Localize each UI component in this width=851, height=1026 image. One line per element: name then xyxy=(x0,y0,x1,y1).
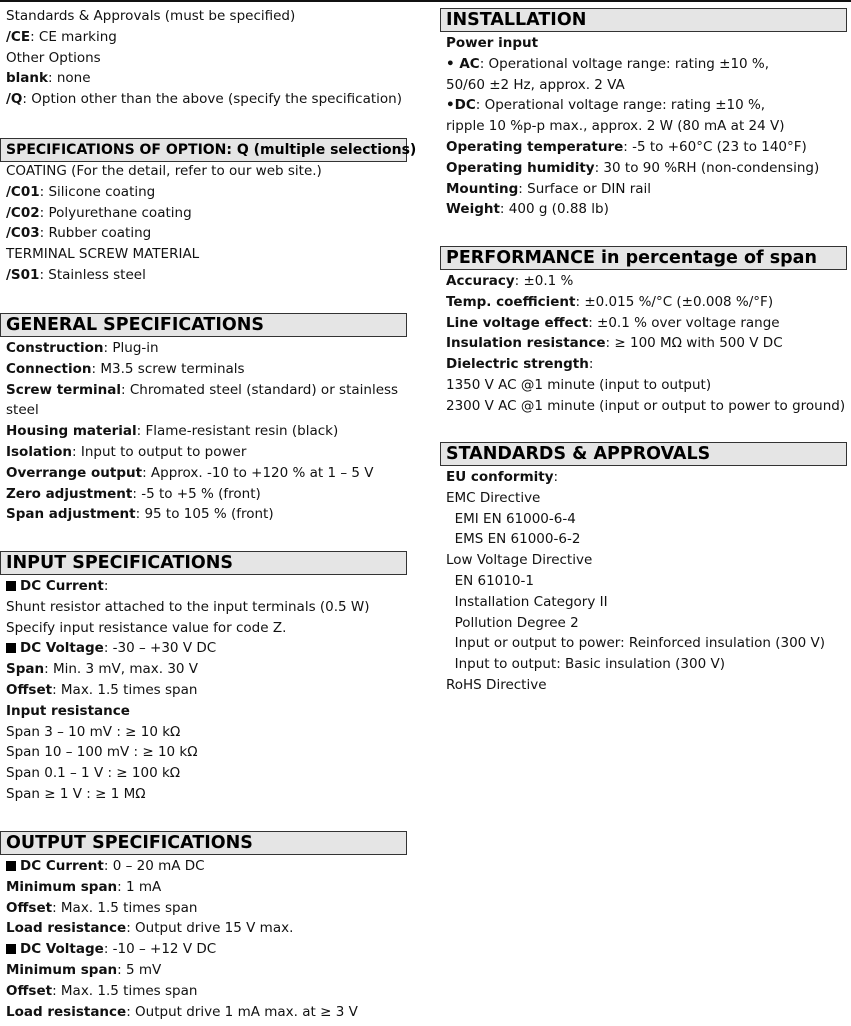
spec-value: : Approx. -10 to +120 % at 1 – 5 V xyxy=(142,464,374,481)
standards-line xyxy=(446,467,558,487)
spec-label: DC Current xyxy=(20,858,104,874)
installation-line xyxy=(446,33,538,53)
spec-label: Accuracy xyxy=(446,273,515,289)
spec-value: : -10 – +12 V DC xyxy=(103,941,217,958)
spec-value: : CE marking xyxy=(30,28,117,45)
spec-value: : -5 to +5 % (front) xyxy=(132,485,261,502)
output-line xyxy=(6,898,197,918)
section-header-option-q: SPECIFICATIONS OF OPTION: Q (multiple selections) xyxy=(0,138,407,162)
installation-line xyxy=(446,137,807,157)
standards-line xyxy=(446,488,540,508)
input-line xyxy=(6,722,180,742)
spec-value: : Output drive 1 mA max. at ≥ 3 V xyxy=(126,1003,358,1020)
general-line xyxy=(6,484,261,504)
options-line xyxy=(6,27,117,47)
spec-value: Span 3 – 10 mV : ≥ 10 kΩ xyxy=(6,723,181,740)
standards-line xyxy=(446,571,534,591)
option-q-line xyxy=(6,161,322,181)
spec-value: Span ≥ 1 V : ≥ 1 MΩ xyxy=(6,786,146,802)
spec-label: DC Voltage xyxy=(20,941,104,958)
top-rule xyxy=(0,0,851,2)
spec-value: : Silicone coating xyxy=(39,183,156,200)
spec-label: Screw terminal xyxy=(6,381,122,398)
spec-value: : Operational voltage range: rating ±10 %, xyxy=(479,55,770,72)
spec-value: EMS EN 61000-6-2 xyxy=(446,531,581,548)
spec-label: /S01 xyxy=(6,267,40,283)
input-line xyxy=(6,618,286,638)
square-bullet-icon xyxy=(6,643,16,653)
spec-label: Offset xyxy=(6,899,53,916)
spec-value: steel xyxy=(6,402,39,419)
spec-label: DC Current xyxy=(20,578,104,594)
section-header-performance: PERFORMANCE in percentage of span xyxy=(440,246,847,270)
spec-label: Minimum span xyxy=(6,878,118,895)
spec-value: : -5 to +60°C (23 to 140°F) xyxy=(623,139,807,155)
options-line xyxy=(6,89,402,109)
options-line xyxy=(6,6,295,26)
spec-label: Load resistance xyxy=(6,920,127,937)
spec-value: : Rubber coating xyxy=(39,225,152,242)
spec-value: : Max. 1.5 times span xyxy=(52,982,198,999)
installation-line xyxy=(446,95,765,115)
performance-line xyxy=(446,292,773,312)
option-q-line xyxy=(6,182,155,202)
spec-value: : Min. 3 mV, max. 30 V xyxy=(44,661,199,678)
option-q-line xyxy=(6,244,199,264)
spec-value: : Polyurethane coating xyxy=(39,204,192,221)
spec-label: Load resistance xyxy=(6,1003,127,1020)
spec-value: 2300 V AC @1 minute (input or output to power to ground) xyxy=(446,397,846,414)
performance-line xyxy=(446,313,780,333)
installation-line xyxy=(446,75,625,95)
output-line xyxy=(6,960,161,980)
spec-value: : 30 to 90 %RH (non-condensing) xyxy=(594,159,820,176)
spec-label: Mounting xyxy=(446,180,519,197)
standards-line xyxy=(446,654,725,674)
spec-value: : xyxy=(103,578,109,594)
output-line xyxy=(6,918,293,938)
spec-label: Minimum span xyxy=(6,962,118,978)
spec-label: Construction xyxy=(6,340,104,356)
performance-line xyxy=(446,396,845,416)
section-header-installation: INSTALLATION xyxy=(440,8,847,32)
output-line xyxy=(6,939,216,959)
spec-value: : xyxy=(553,469,559,485)
spec-value: 50/60 ±2 Hz, approx. 2 VA xyxy=(446,76,625,93)
spec-value: : Stainless steel xyxy=(39,267,146,283)
spec-label: Zero adjustment xyxy=(6,485,133,502)
spec-value: : Input to output to power xyxy=(72,444,247,460)
spec-value: Installation Category II xyxy=(446,593,608,610)
spec-value: TERMINAL SCREW MATERIAL xyxy=(6,246,200,263)
spec-label: DC Voltage xyxy=(20,640,104,657)
spec-value: Other Options xyxy=(6,49,101,66)
spec-value: : -30 – +30 V DC xyxy=(103,640,217,657)
input-line xyxy=(6,784,146,804)
spec-value: RoHS Directive xyxy=(446,677,547,693)
spec-label: Isolation xyxy=(6,444,73,460)
spec-label: /C01 xyxy=(6,183,40,200)
output-line xyxy=(6,981,197,1001)
spec-label: Line voltage effect xyxy=(446,314,589,331)
performance-line xyxy=(446,333,783,353)
spec-label: Insulation resistance xyxy=(446,335,606,352)
spec-value: : 5 mV xyxy=(117,962,162,978)
spec-label: /C02 xyxy=(6,204,40,221)
performance-line xyxy=(446,375,711,395)
spec-label: Span adjustment xyxy=(6,506,136,523)
input-line xyxy=(6,680,197,700)
option-q-line xyxy=(6,223,151,243)
section-header-standards: STANDARDS & APPROVALS xyxy=(440,442,847,466)
spec-value: EN 61010-1 xyxy=(446,573,534,589)
spec-value: Input or output to power: Reinforced insulation (300 V) xyxy=(446,635,826,652)
spec-value: : 0 – 20 mA DC xyxy=(103,858,205,874)
standards-line xyxy=(446,613,579,633)
spec-label: Operating temperature xyxy=(446,139,624,155)
spec-label: EU conformity xyxy=(446,469,554,485)
input-line xyxy=(6,638,216,658)
options-line xyxy=(6,48,101,68)
spec-label: Dielectric strength xyxy=(446,356,589,373)
general-line xyxy=(6,442,246,462)
input-line xyxy=(6,763,180,783)
general-line xyxy=(6,463,374,483)
input-line xyxy=(6,597,370,617)
spec-value: : Flame-resistant resin (black) xyxy=(136,423,339,440)
spec-label: • AC xyxy=(446,55,480,72)
spec-value: : 400 g (0.88 lb) xyxy=(499,201,609,218)
spec-label: Weight xyxy=(446,201,500,218)
spec-value: Shunt resistor attached to the input terminals (0.5 W) xyxy=(6,598,370,615)
spec-value: : Max. 1.5 times span xyxy=(52,899,198,916)
spec-label: blank xyxy=(6,70,48,87)
performance-line xyxy=(446,271,573,291)
input-line xyxy=(6,659,198,679)
standards-line xyxy=(446,675,547,695)
performance-line xyxy=(446,354,593,374)
installation-line xyxy=(446,54,769,74)
spec-value: Low Voltage Directive xyxy=(446,552,593,569)
section-header-output: OUTPUT SPECIFICATIONS xyxy=(0,831,407,855)
installation-line xyxy=(446,158,819,178)
section-header-general: GENERAL SPECIFICATIONS xyxy=(0,313,407,337)
standards-line xyxy=(446,633,825,653)
output-line xyxy=(6,856,205,876)
output-line xyxy=(6,877,161,897)
standards-line xyxy=(446,550,592,570)
spec-value: : Plug-in xyxy=(103,340,159,356)
standards-line xyxy=(446,509,576,529)
option-q-line xyxy=(6,203,192,223)
installation-line xyxy=(446,199,609,219)
general-line xyxy=(6,504,274,524)
general-line xyxy=(6,338,159,358)
spec-value: : Max. 1.5 times span xyxy=(52,682,198,698)
spec-label: /Q xyxy=(6,91,23,108)
general-line xyxy=(6,359,245,379)
spec-value: Pollution Degree 2 xyxy=(446,614,579,631)
option-q-line xyxy=(6,265,146,285)
input-line xyxy=(6,742,198,762)
spec-label: Temp. coefficient xyxy=(446,293,576,310)
spec-value: : Chromated steel (standard) or stainless xyxy=(121,381,399,398)
general-line xyxy=(6,400,39,420)
standards-line xyxy=(446,529,580,549)
square-bullet-icon xyxy=(6,581,16,591)
installation-line xyxy=(446,179,651,199)
section-header-input: INPUT SPECIFICATIONS xyxy=(0,551,407,575)
spec-value: : Surface or DIN rail xyxy=(518,180,652,197)
spec-value: Input to output: Basic insulation (300 V) xyxy=(446,656,725,673)
options-line xyxy=(6,68,91,88)
spec-label: /CE xyxy=(6,28,31,45)
spec-value: : Operational voltage range: rating ±10 %, xyxy=(475,97,766,114)
spec-value: : xyxy=(588,356,594,373)
general-line xyxy=(6,380,398,400)
spec-value: : ±0.1 % xyxy=(514,273,574,289)
spec-label: Span xyxy=(6,661,45,678)
input-line xyxy=(6,576,108,596)
spec-value: Standards & Approvals (must be specified) xyxy=(6,8,296,24)
installation-line xyxy=(446,116,785,136)
square-bullet-icon xyxy=(6,861,16,871)
spec-value: Span 10 – 100 mV : ≥ 10 kΩ xyxy=(6,744,198,761)
spec-value: : 1 mA xyxy=(117,878,162,895)
spec-value: 1350 V AC @1 minute (input to output) xyxy=(446,377,712,393)
spec-label: Housing material xyxy=(6,423,137,440)
square-bullet-icon xyxy=(6,944,16,954)
spec-value: : Option other than the above (specify the specification) xyxy=(22,91,402,108)
spec-value: COATING (For the detail, refer to our web site.) xyxy=(6,163,322,179)
spec-value: ripple 10 %p-p max., approx. 2 W (80 mA at 24 V) xyxy=(446,118,785,135)
spec-value: : 95 to 105 % (front) xyxy=(135,506,274,523)
spec-label: Overrange output xyxy=(6,464,143,481)
spec-label: Connection xyxy=(6,360,92,377)
spec-value: Specify input resistance value for code Z. xyxy=(6,619,287,636)
spec-value: : M3.5 screw terminals xyxy=(91,360,245,377)
standards-line xyxy=(446,592,608,612)
spec-value: : ±0.1 % over voltage range xyxy=(588,314,780,331)
output-line xyxy=(6,1002,358,1022)
spec-value: EMI EN 61000-6-4 xyxy=(446,510,576,527)
spec-value: : none xyxy=(48,70,91,87)
general-line xyxy=(6,421,338,441)
spec-value: Span 0.1 – 1 V : ≥ 100 kΩ xyxy=(6,765,181,782)
spec-value: EMC Directive xyxy=(446,489,541,506)
spec-label: •DC xyxy=(446,97,476,114)
spec-label: Offset xyxy=(6,682,53,698)
spec-value: : ≥ 100 MΩ with 500 V DC xyxy=(605,335,783,352)
spec-label: Offset xyxy=(6,982,53,999)
input-line xyxy=(6,701,130,721)
spec-label: /C03 xyxy=(6,225,40,242)
spec-label: Power input xyxy=(446,35,539,51)
spec-value: : ±0.015 %/°C (±0.008 %/°F) xyxy=(575,293,774,310)
spec-value: : Output drive 15 V max. xyxy=(126,920,294,937)
spec-label: Input resistance xyxy=(6,702,130,719)
spec-label: Operating humidity xyxy=(446,159,595,176)
